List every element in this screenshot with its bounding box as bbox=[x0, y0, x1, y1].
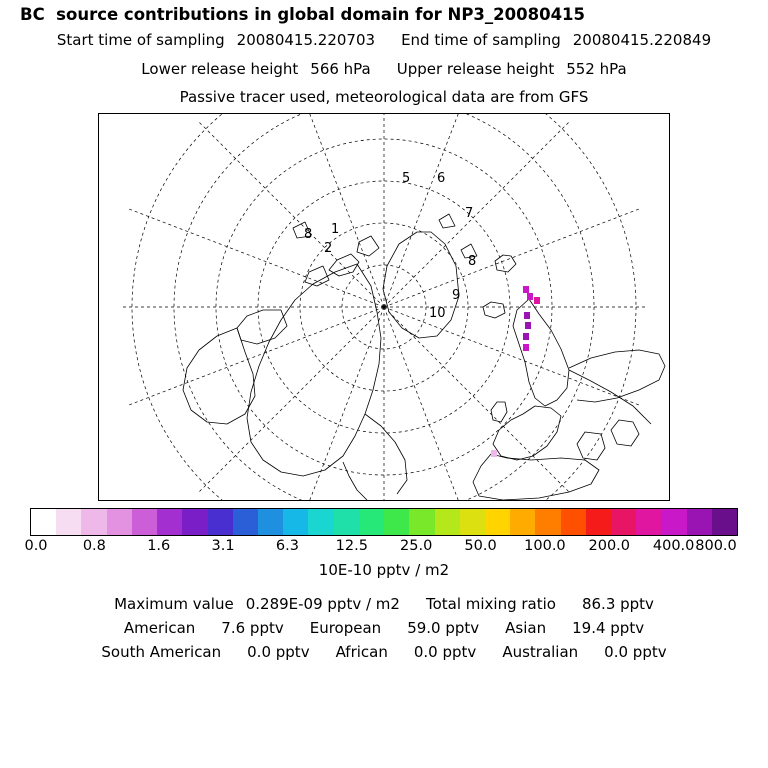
stats-line-regions-2 bbox=[0, 643, 768, 661]
upper-release-label: Upper release height bbox=[396, 60, 555, 78]
colorbar bbox=[30, 508, 738, 536]
stats-line-max bbox=[0, 595, 768, 613]
max-value-label: Maximum value bbox=[114, 595, 234, 613]
colorbar-swatch-25 bbox=[661, 509, 686, 535]
colorbar-tick-4: 6.3 bbox=[275, 538, 299, 554]
map-label-2: 2 bbox=[324, 241, 333, 256]
map-label-8b: 8 bbox=[468, 254, 477, 269]
map-label-10: 10 bbox=[429, 306, 446, 321]
colorbar-swatch-14 bbox=[384, 509, 409, 535]
stats-line-regions-1 bbox=[0, 619, 768, 637]
end-time-value: 20080415.220849 bbox=[572, 31, 712, 49]
polar-stereographic-map bbox=[99, 114, 669, 500]
lower-release-value: 566 hPa bbox=[310, 60, 371, 78]
colorbar-unit-label: 10E-10 pptv / m2 bbox=[318, 561, 450, 579]
colorbar-tick-9: 200.0 bbox=[588, 538, 631, 554]
release-height-line bbox=[0, 60, 768, 78]
region-value-australian: 0.0 pptv bbox=[604, 643, 667, 661]
colorbar-swatch-4 bbox=[132, 509, 157, 535]
map-label-8a: 8 bbox=[304, 227, 313, 242]
sampling-time-line bbox=[0, 31, 768, 49]
map-label-1: 1 bbox=[331, 222, 340, 237]
colorbar-swatch-7 bbox=[208, 509, 233, 535]
start-time-value: 20080415.220703 bbox=[236, 31, 376, 49]
colorbar-ticks bbox=[0, 538, 768, 556]
region-label-american: American bbox=[123, 619, 196, 637]
end-time-label: End time of sampling bbox=[401, 31, 561, 49]
lower-release-label: Lower release height bbox=[141, 60, 299, 78]
colorbar-tick-11: 800.0 bbox=[695, 538, 737, 554]
region-label-australian: Australian bbox=[502, 643, 579, 661]
map-label-9: 9 bbox=[452, 288, 461, 303]
colorbar-swatch-10 bbox=[283, 509, 308, 535]
colorbar-swatch-23 bbox=[611, 509, 636, 535]
total-mixing-ratio-value: 86.3 pptv bbox=[581, 595, 654, 613]
colorbar-swatch-6 bbox=[182, 509, 207, 535]
colorbar-swatch-3 bbox=[107, 509, 132, 535]
colorbar-swatch-1 bbox=[56, 509, 81, 535]
colorbar-tick-1: 0.8 bbox=[82, 538, 106, 554]
colorbar-swatch-16 bbox=[435, 509, 460, 535]
map-label-5: 5 bbox=[402, 171, 411, 186]
meridians bbox=[121, 114, 647, 500]
upper-release-value: 552 hPa bbox=[566, 60, 627, 78]
colorbar-swatch-11 bbox=[308, 509, 333, 535]
region-value-american: 7.6 pptv bbox=[221, 619, 284, 637]
colorbar-swatch-5 bbox=[157, 509, 182, 535]
region-value-european: 59.0 pptv bbox=[407, 619, 480, 637]
colorbar-swatch-17 bbox=[460, 509, 485, 535]
region-label-asian: Asian bbox=[505, 619, 547, 637]
colorbar-swatch-15 bbox=[409, 509, 434, 535]
colorbar-swatch-8 bbox=[233, 509, 258, 535]
region-label-european: European bbox=[309, 619, 382, 637]
colorbar-tick-5: 12.5 bbox=[335, 538, 368, 554]
map-label-7: 7 bbox=[465, 206, 474, 221]
colorbar-swatch-0 bbox=[31, 509, 56, 535]
max-value-value: 0.289E-09 pptv / m2 bbox=[245, 595, 400, 613]
colorbar-swatch-20 bbox=[535, 509, 560, 535]
colorbar-tick-7: 50.0 bbox=[464, 538, 497, 554]
coastlines bbox=[183, 214, 665, 500]
colorbar-swatch-22 bbox=[586, 509, 611, 535]
colorbar-swatch-12 bbox=[334, 509, 359, 535]
map-grid-labels bbox=[304, 171, 476, 321]
colorbar-swatch-27 bbox=[712, 509, 737, 535]
colorbar-swatch-21 bbox=[561, 509, 586, 535]
colorbar-swatch-18 bbox=[485, 509, 510, 535]
region-label-south-american: South American bbox=[101, 643, 222, 661]
page-title: BC source contributions in global domain for NP3_20080415 bbox=[20, 5, 586, 24]
colorbar-tick-2: 1.6 bbox=[147, 538, 171, 554]
map-panel bbox=[98, 113, 670, 501]
colorbar-tick-0: 0.0 bbox=[24, 538, 48, 554]
colorbar-tick-8: 100.0 bbox=[524, 538, 566, 554]
map-label-6: 6 bbox=[437, 171, 446, 186]
total-mixing-ratio-label: Total mixing ratio bbox=[425, 595, 556, 613]
colorbar-swatch-24 bbox=[636, 509, 661, 535]
region-value-south-american: 0.0 pptv bbox=[247, 643, 310, 661]
colorbar-swatch-13 bbox=[359, 509, 384, 535]
colorbar-tick-10: 400.0 bbox=[652, 538, 695, 554]
colorbar-swatch-19 bbox=[510, 509, 535, 535]
colorbar-tick-6: 25.0 bbox=[400, 538, 433, 554]
region-label-african: African bbox=[335, 643, 388, 661]
region-value-african: 0.0 pptv bbox=[413, 643, 477, 661]
colorbar-swatch-26 bbox=[687, 509, 712, 535]
start-time-label: Start time of sampling bbox=[56, 31, 225, 49]
region-value-asian: 19.4 pptv bbox=[572, 619, 645, 637]
colorbar-tick-3: 3.1 bbox=[211, 538, 235, 554]
colorbar-swatch-2 bbox=[81, 509, 106, 535]
tracer-note: Passive tracer used, meteorological data are from GFS bbox=[179, 88, 589, 106]
colorbar-swatch-9 bbox=[258, 509, 283, 535]
